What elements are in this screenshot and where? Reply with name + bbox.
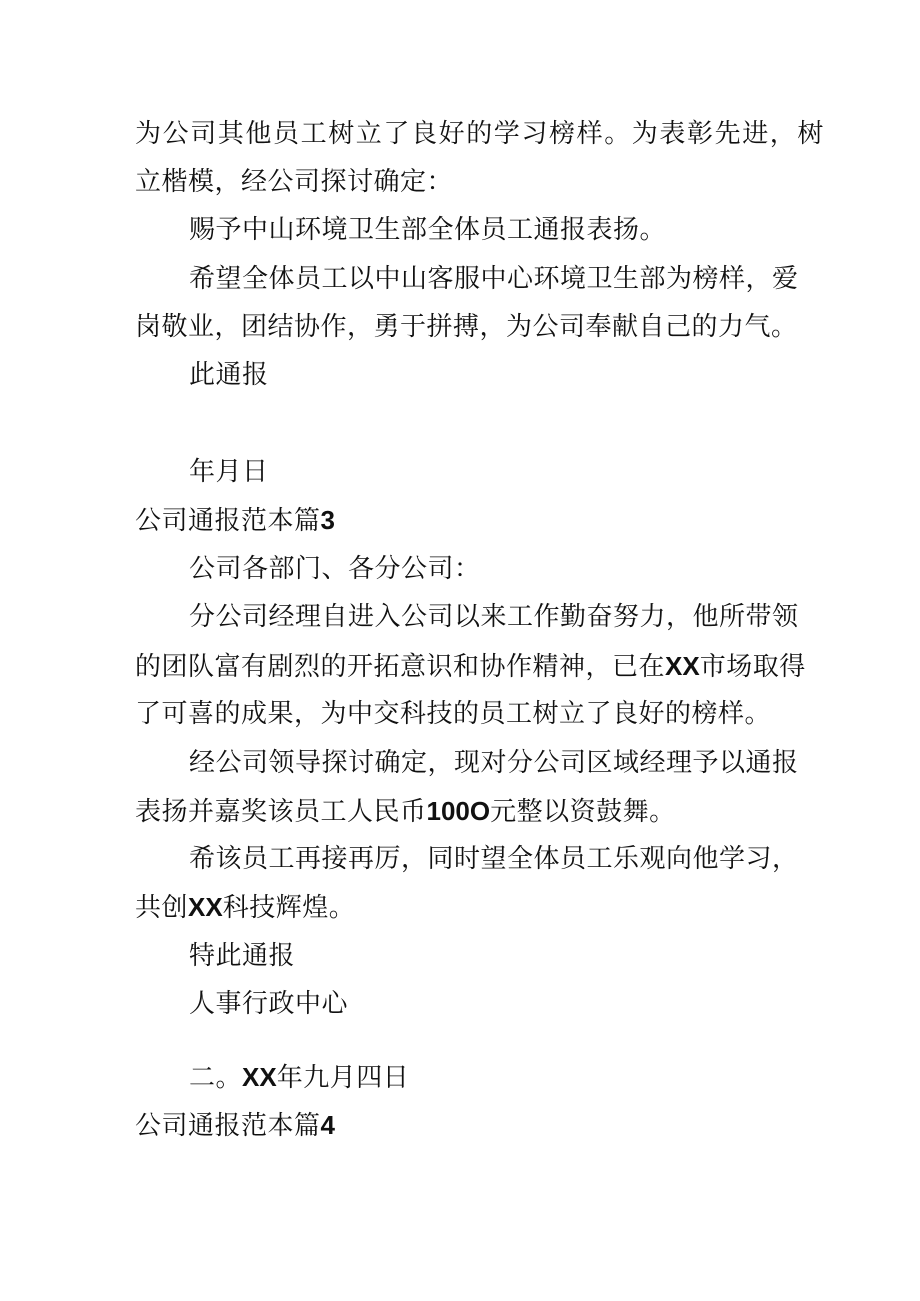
signature-line: 人事行政中心 (189, 989, 349, 1019)
salutation-line: 公司各部门、各分公司： (189, 554, 481, 584)
paragraph-line: 经公司领导探讨确定，现对分公司区域经理予以通报 (189, 748, 799, 778)
section-heading: 公司通报范本篇3 (135, 505, 335, 536)
date-line: 年月日 (189, 457, 269, 487)
closing-line: 此通报 (189, 360, 269, 390)
date-line: 二。XX年九月四日 (189, 1062, 410, 1093)
paragraph-line: 岗敬业，团结协作，勇于拼搏，为公司奉献自己的力气。 (135, 312, 798, 342)
paragraph-line: 立楷模，经公司探讨确定： (135, 167, 454, 197)
paragraph-line: 希该员工再接再厉，同时望全体员工乐观向他学习， (189, 844, 799, 874)
paragraph-line: 为公司其他员工树立了良好的学习榜样。为表彰先进，树 (135, 119, 826, 149)
paragraph-line: 了可喜的成果，为中交科技的员工树立了良好的榜样。 (135, 699, 772, 729)
paragraph-line: 的团队富有剧烈的开拓意识和协作精神，已在XX市场取得 (135, 651, 806, 682)
paragraph-line: 希望全体员工以中山客服中心环境卫生部为榜样，爱 (189, 264, 799, 294)
paragraph-line: 赐予中山环境卫生部全体员工通报表扬。 (189, 215, 667, 245)
paragraph-line: 共创XX科技辉煌。 (135, 892, 356, 923)
section-heading: 公司通报范本篇4 (135, 1110, 335, 1141)
paragraph-line: 分公司经理自进入公司以来工作勤奋努力，他所带领 (189, 602, 799, 632)
paragraph-line: 表扬并嘉奖该员工人民币100O元整以资鼓舞。 (135, 796, 676, 827)
closing-line: 特此通报 (189, 941, 296, 971)
